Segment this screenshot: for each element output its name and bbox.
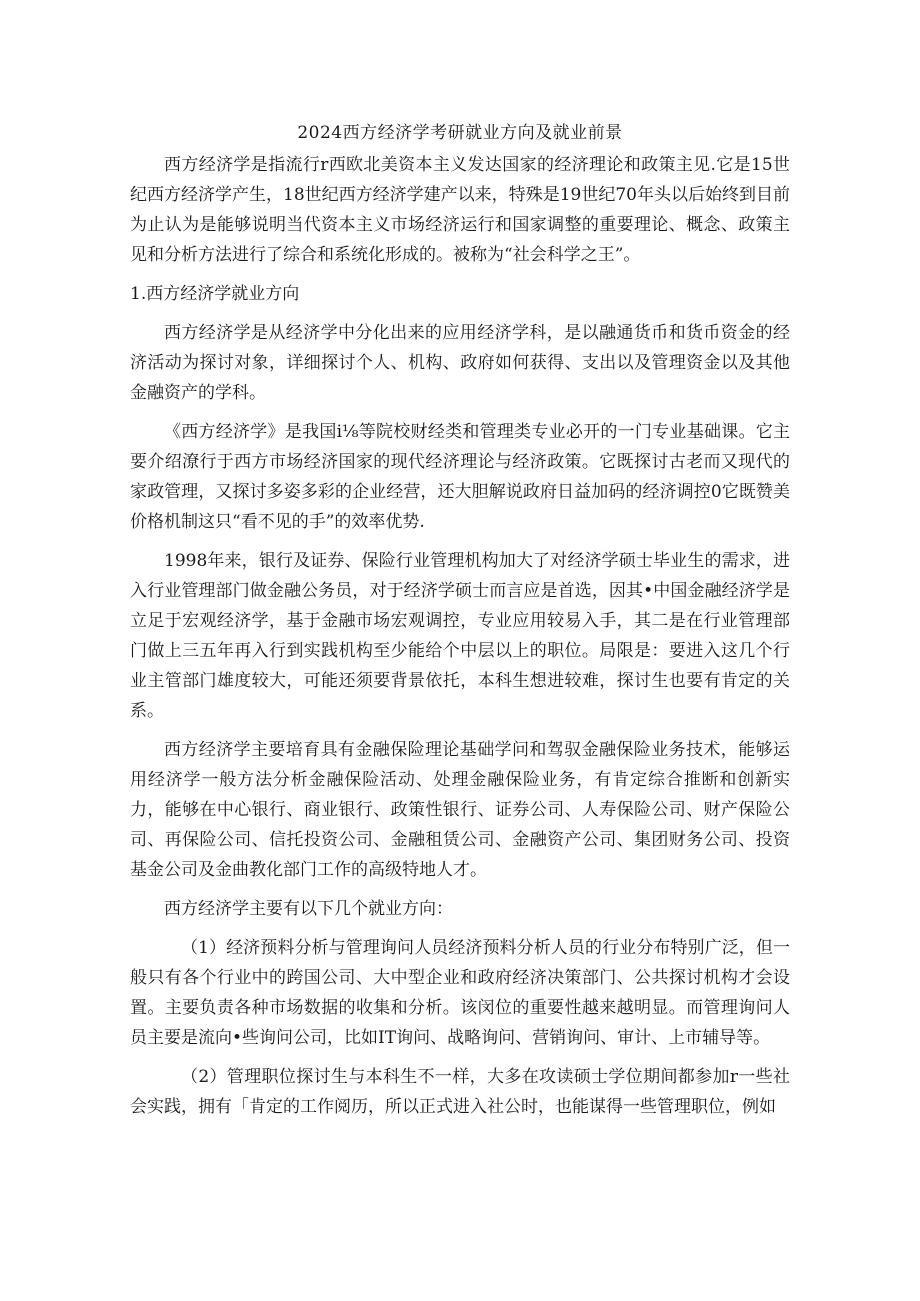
list-item: （2）管理职位探讨生与本科生不一样，大多在攻读硕士学位期间都参加r一些社会实践，拥有「肯定的工作阅历，所以正式进入社公时，也能谋得一些管理职位，例如 [130,1067,790,1117]
section-heading: 1.西方经济学就业方向 [130,284,300,304]
paragraph: 1998年来，银行及证券、保险行业管理机构加大了对经济学硕士毕业生的需求，进入行业管理部门做金融公务员，对于经济学硕士而言应是首选，因其•中国金融经济学是立足于宏观经济学，基于金融市场宏观调控，专业应用较易入手，其二是在行业管理部门做上三五年再入行到实践机构至少能给个中层以上的职位。局限是：要进入这几个行业主管部门雄度较大，可能还须要背景依托，本科生想进较难，探讨生也要有肯定的关系。 [130,551,790,721]
paragraph: 西方经济学是从经济学中分化出来的应用经济学科，是以融通货币和货币资金的经济活动为探讨对象，详细探讨个人、机构、政府如何获得、支出以及管理资金以及其他金融资产的学科。 [130,323,790,403]
paragraph: 《西方经济学》是我国i⅛等院校财经类和管理类专业必开的一门专业基础课。它主要介绍潦行于西方市场经济国家的现代经济理论与经济政策。它既探讨古老而又现代的家政管理，又探讨多姿多彩的企业经营，还大胆解说政府日益加码的经济调控0它既赞美价格机制这只“看不见的手”的效率优势. [130,422,790,532]
document-title: 2024西方经济学考研就业方向及就业前景 [297,123,623,143]
document-body [130,150,790,1131]
paragraph: 西方经济学主要培育具有金融保险理论基础学问和驾驭金融保险业务技术，能够运用经济学一般方法分析金融保险活动、处理金融保险业务，有肯定综合推断和创新实力，能够在中心银行、商业银行、政策性银行、证券公司、人寿保险公司、财产保险公司、再保险公司、信托投资公司、金融租赁公司、金融资产公司、集团财务公司、投资基金公司及金曲教化部门工作的高级特地人才。 [130,740,790,880]
list-item: （1）经济预料分析与管理询问人员经济预料分析人员的行业分布特别广泛，但一般只有各个行业中的跨国公司、大中型企业和政府经济决策部门、公共探讨机构才会设置。主要负责各种市场数据的收集和分析。该闵位的重要性越来越明显。而管理询问人员主要是流向•些询问公司，比如IT询问、战略询问、营销询问、审计、上市辅导等。 [130,938,790,1048]
paragraph: 西方经济学主要有以下几个就业方向： [164,899,453,919]
intro-paragraph: 西方经济学是指流行r西欧北美资本主义发达国家的经济理论和政策主见.它是15世纪西方经济学产生，18世纪西方经济学建产以来，特殊是19世纪70年头以后始终到目前为止认为是能够说明当代资本主义市场经济运行和国家调整的重要理论、概念、政策主见和分析方法进行了综合和系统化形成的。被称为“社会科学之王”。 [130,155,790,265]
